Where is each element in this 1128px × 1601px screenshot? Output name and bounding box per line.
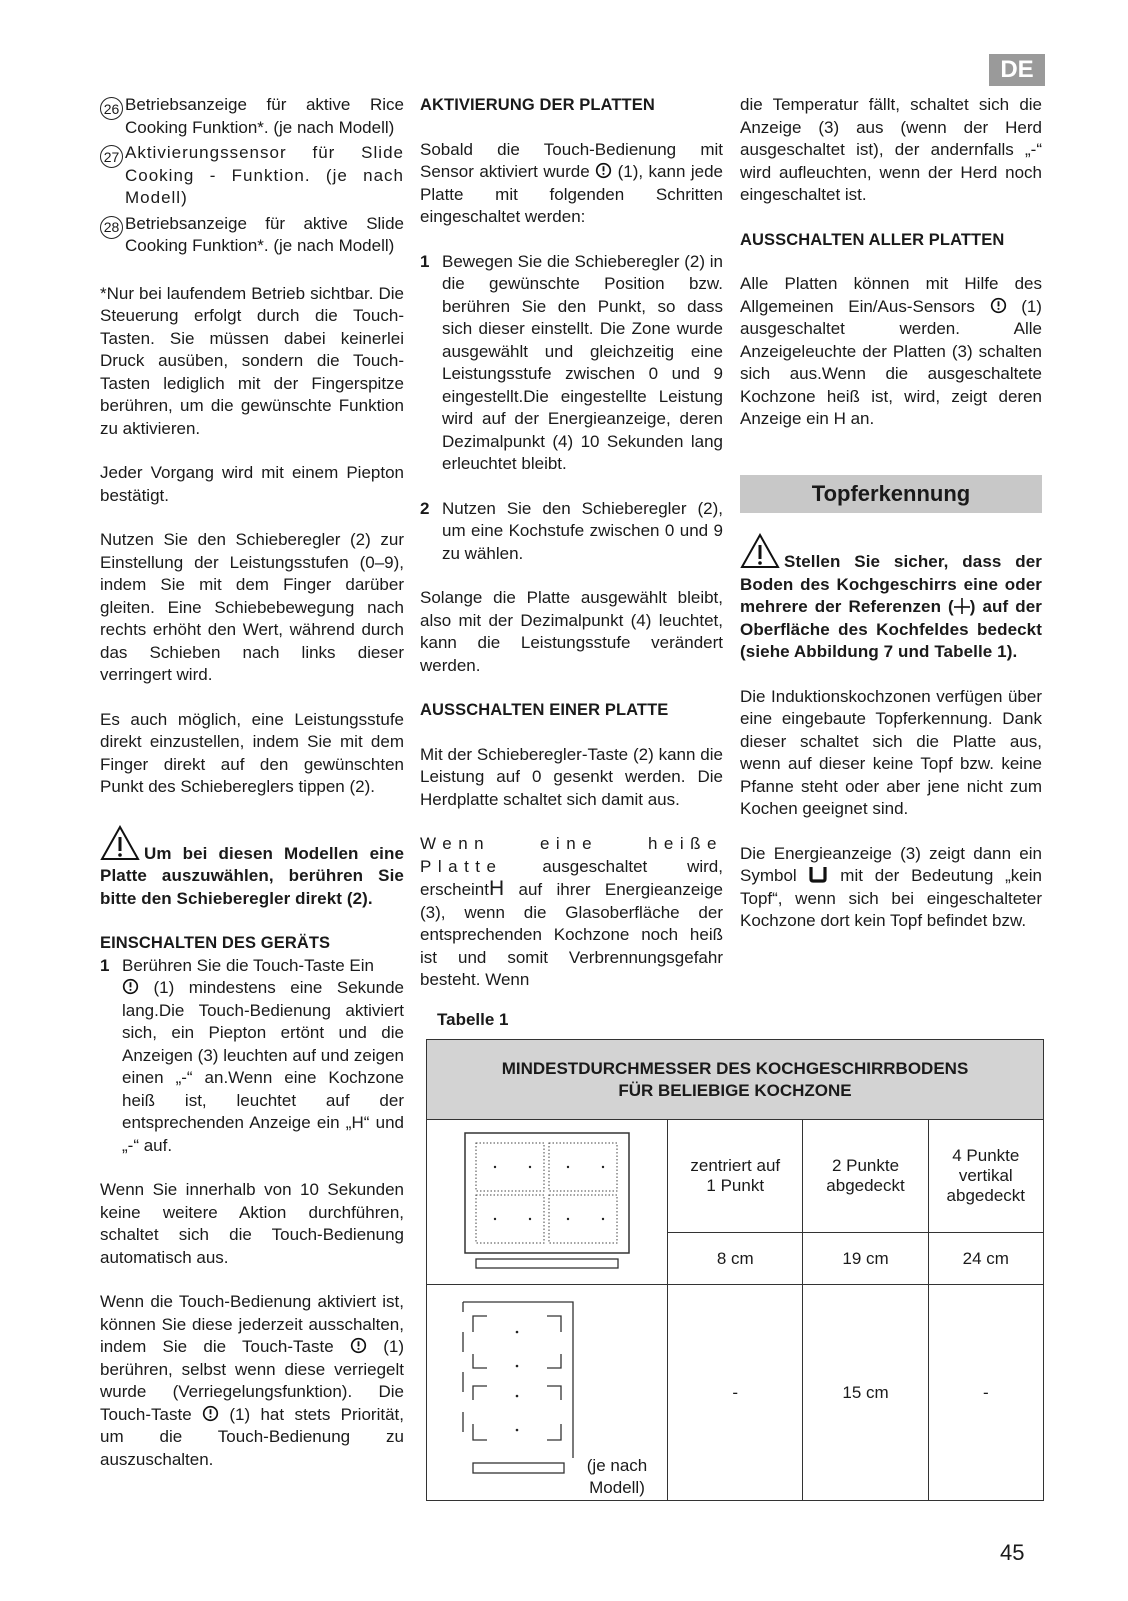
paragraph-temperatur: die Temperatur fällt, schaltet sich die Anzeige (3) aus (wenn der Herd ausgeschaltet ist), der andernfalls „-“ wird aufleuchten, wenn der Herd noch eingeschaltet ist. [740, 95, 1042, 204]
power-icon [122, 978, 139, 995]
table-cell: 15 cm [803, 1285, 928, 1501]
legend-text: Aktivierungssensor für Slide Cooking - Funktion. (je nach Modell) [125, 143, 404, 207]
column-3-lower [740, 533, 1042, 933]
table-cell: - [928, 1285, 1043, 1501]
paragraph-induktion: Die Induktionskochzonen verfügen über eine eingebaute Topferkennung. Dank dieser schaltet sich die Platte aus, wenn auf dieser keine Topf bzw. keine Pfanne steht oder aber jene nicht zum Kochen geeignet sind. [740, 686, 1042, 818]
paragraph-direkt: Es auch möglich, eine Leistungsstufe direkt einzustellen, indem Sie mit dem Finger direkt auf den gewünschten Punkt des Schiebereglers tippen (2). [100, 709, 404, 796]
model-note: (je nach Modell) [586, 1456, 648, 1497]
h-symbol: H [488, 877, 505, 900]
heading-ausschalten-aller: AUSSCHALTEN ALLER PLATTEN [740, 230, 1005, 249]
table-row-values-2 [427, 1285, 1044, 1501]
paragraph-heisse-platte: Wenn eine heiße Platte ausgeschaltet wird, erscheintH auf ihrer Energieanzeige (3), wenn die Glasoberfläche der entsprechenden Kochzone noch heiß ist und somit Verbrennungsgefahr besteht. Wenn [420, 834, 723, 989]
paragraph-auto-off: Wenn Sie innerhalb von 10 Sekunden keine weitere Aktion durchführen, schaltet sich die Touch-Bedienung automatisch aus. [100, 1180, 404, 1267]
paragraph-kein-topf: Die Energieanzeige (3) zeigt dann ein Symbol mit der Bedeutung „kein Topf“, wenn sich bei eingeschalteter Kochzone dort kein Topf befindet bzw. [740, 843, 1042, 930]
table-cell: - [668, 1285, 803, 1501]
section-title-topferkennung: Topferkennung [740, 475, 1042, 513]
step-2 [420, 498, 723, 566]
table-header: MINDESTDURCHMESSER DES KOCHGESCHIRRBODENS FÜR BELIEBIGE KOCHZONE [427, 1040, 1044, 1120]
paragraph-piepton: Jeder Vorgang wird mit einem Piepton bestätigt. [100, 463, 404, 505]
warning-text: Um bei diesen Modellen eine Platte auszuwählen, berühren Sie bitte den Schieberegler direkt (2). [100, 843, 404, 908]
table-cell: 8 cm [668, 1233, 803, 1285]
paragraph-touch-info: *Nur bei laufendem Betrieb sichtbar. Die Steuerung erfolgt durch die Touch-Tasten. Sie müssen dabei keinerlei Druck ausüben, sondern die Touch-Tasten lediglich mit der Fingerspitze berühren, um die gewünschte Funktion zu aktivieren. [100, 283, 404, 438]
col-header-zentriert: zentriert auf 1 Punkt [668, 1120, 803, 1233]
paragraph-leistung-null: Mit der Schieberegler-Taste (2) kann die Leistung auf 0 gesenkt werden. Die Herdplatte schaltet sich damit aus. [420, 744, 723, 809]
diagram-cell-slide [427, 1285, 668, 1501]
column-2 [420, 94, 723, 992]
power-icon [595, 162, 612, 179]
paragraph-schieberegler: Nutzen Sie den Schieberegler (2) zur Einstellung der Leistungsstufen (0–9), indem Sie mit dem Finger darüber gleiten. Eine Schiebebewegung nach rechts erhöht den Wert, während durch das Schieben nach links dieser verringert wird. [100, 530, 404, 684]
step-text: Bewegen Sie die Schieberegler (2) in die gewünschte Position bzw. berühren Sie den Punkt, so dass sich dieser einstellt. Die Zone wurde ausgewählt und gleichzeitig eine Leistungsstufe zwischen 0 und 9 eingestellt.Die eingestellte Leistung wird auf der Energieanzeige, deren Dezimalpunkt (4) 10 Sekunden lang erleuchtet bleibt. [442, 251, 723, 473]
step-text: Nutzen Sie den Schieberegler (2), um eine Kochstufe zwischen 0 und 9 zu wählen. [442, 498, 723, 563]
language-badge: DE [989, 54, 1045, 86]
table-1 [426, 1039, 1044, 1501]
table-header-row [427, 1040, 1044, 1120]
power-icon [990, 297, 1007, 314]
diagram-cell-4zone [427, 1120, 668, 1285]
heading-aktivierung: AKTIVIERUNG DER PLATTEN [420, 96, 655, 114]
hob-4-zone-diagram [447, 1125, 647, 1275]
legend-number: 27 [100, 145, 123, 168]
power-icon [202, 1405, 219, 1422]
legend-number: 28 [100, 216, 123, 239]
col-header-4-punkte: 4 Punkte vertikal abgedeckt [928, 1120, 1043, 1233]
warning-note [100, 825, 404, 911]
paragraph-aller-platten: Alle Platten können mit Hilfe des Allgemeinen Ein/Aus-Sensors (1) ausgeschaltet werden. Alle Anzeigeleuchte der Platten (3) schalten sich aus.Wenn die ausgeschaltete Kochzone heiß ist, wird, zeigt deren Anzeige ein H an. [740, 274, 1042, 428]
warning-icon [100, 825, 144, 861]
paragraph-ausgewaehlt: Solange die Platte ausgewählt bleibt, also mit der Dezimalpunkt (4) leuchtet, kann die Leistungsstufe verändert werden. [420, 588, 723, 675]
step-text: Berühren Sie die Touch-Taste Ein (1) mindestens eine Sekunde lang.Die Touch-Bedienung aktiviert sich, ein Piepton ertönt und die Anzeigen (3) leuchten auf und zeigen einen „-“ an.Wenn eine Kochzone heiß ist, leuchtet auf der entsprechenden Anzeige ein „H“ und „-“ auf. [122, 955, 404, 1155]
reference-cross-icon [954, 597, 970, 615]
heading-ausschalten-platte: AUSSCHALTEN EINER PLATTE [420, 701, 669, 719]
legend-number: 26 [100, 97, 123, 120]
step-number: 1 [420, 251, 430, 271]
table-cell: 19 cm [803, 1233, 928, 1285]
column-1 [100, 94, 404, 1471]
table-cell: 24 cm [928, 1233, 1043, 1285]
step-number: 1 [100, 955, 110, 975]
paragraph-aktivierung: Sobald die Touch-Bedienung mit Sensor aktiviert wurde (1), kann jede Platte mit folgenden Schritten eingeschaltet werden: [420, 139, 724, 226]
paragraph-ausschalten: Wenn die Touch-Bedienung aktiviert ist, können Sie diese jederzeit ausschalten, indem Sie die Touch-Taste (1) berühren, selbst wenn diese verriegelt wurde (Verriegelungsfunktion). Die Touch-Taste (1) hat stets Priorität, um die Touch-Bedienung zu auszuschalten. [100, 1292, 404, 1469]
no-pot-symbol-icon [808, 865, 828, 883]
table-caption: Tabelle 1 [437, 1010, 509, 1029]
warning-referenzen: Stellen Sie sicher, dass der Boden des Kochgeschirrs eine oder mehrere der Referenzen ( ) auf der Oberfläche des Kochfeldes bedeckt (siehe Abbildung 7 und Tabelle 1). [740, 533, 1042, 664]
warning-icon [740, 533, 784, 569]
legend-text: Betriebsanzeige für aktive Rice Cooking Funktion*. (je nach Modell) [125, 95, 404, 137]
step-number: 2 [420, 498, 430, 518]
legend-item-28 [100, 213, 404, 258]
legend-item-26 [100, 94, 404, 139]
heading-einschalten: EINSCHALTEN DES GERÄTS [100, 934, 331, 952]
step-1 [420, 251, 723, 476]
table-row-labels [427, 1120, 1044, 1233]
page-number: 45 [1000, 1540, 1025, 1565]
legend-text: Betriebsanzeige für aktive Slide Cooking Funktion*. (je nach Modell) [125, 213, 404, 255]
col-header-2-punkte: 2 Punkte abgedeckt [803, 1120, 928, 1233]
legend-item-27 [100, 142, 404, 210]
power-icon [350, 1337, 367, 1354]
column-3 [740, 94, 1042, 431]
step-einschalten [100, 955, 404, 1158]
